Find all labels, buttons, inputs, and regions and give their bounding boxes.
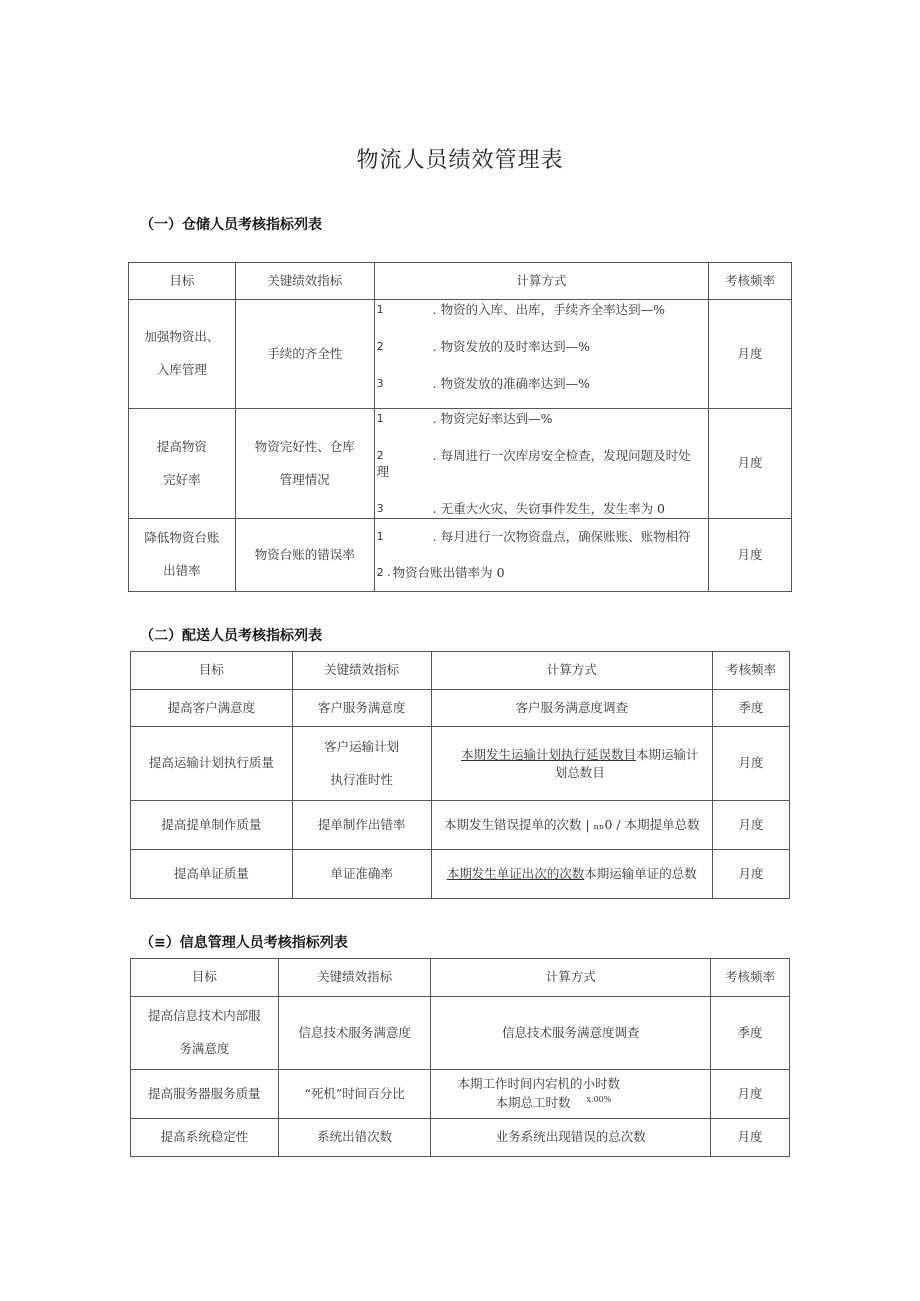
frequency-cell: 月度 [713, 727, 790, 801]
header-cell: 考核频率 [711, 959, 790, 997]
table-row [131, 801, 790, 850]
section-heading-warehouse: （一）仓储人员考核指标列表 [140, 217, 322, 233]
kpi-cell [292, 727, 431, 801]
goal-cell: 提高客户满意度 [131, 690, 293, 727]
denominator-text: 划总数目 [554, 764, 605, 780]
goal-text: 完好率 [163, 471, 201, 487]
item-number: 2 . [376, 566, 391, 579]
calc-item: . 无重大火灾、失窃事件发生，发生率为 0 [432, 501, 665, 516]
kpi-cell [235, 409, 374, 519]
calc-cell: 业务系统出现错误的总次数 [431, 1119, 711, 1157]
calc-cell [374, 300, 708, 409]
header-cell: 关键绩效指标 [235, 263, 374, 300]
calc-item: . 物资的入库、出库，手续齐全率达到—% [432, 302, 665, 317]
table-row [131, 1119, 790, 1157]
goal-cell: 提高系统稳定性 [131, 1119, 279, 1157]
item-number: 2 [376, 340, 384, 353]
goal-text: 加强物资出、 [144, 329, 220, 345]
kpi-text: 执行准时性 [330, 771, 393, 787]
kpi-cell: 提单制作出错率 [292, 801, 431, 850]
header-cell: 计算方式 [431, 652, 713, 690]
kpi-cell: 信息技术服务满意度 [278, 997, 431, 1070]
numerator-text: 本期发生单证出次的次数 [446, 865, 585, 881]
calc-cell [431, 850, 713, 899]
goal-text: 降低物资台账 [144, 530, 220, 546]
multiplier-text: x.00% [586, 1095, 612, 1105]
goal-cell [129, 519, 236, 592]
goal-cell [131, 997, 279, 1070]
header-cell: 目标 [131, 652, 293, 690]
kpi-cell: 单证准确率 [292, 850, 431, 899]
goal-text: 提高信息技术内部服 [148, 1008, 261, 1024]
table-row [131, 690, 790, 727]
section-heading-delivery: （二）配送人员考核指标列表 [140, 628, 322, 644]
numerator-text: 本期发生运输计划执行延误数目 [461, 746, 637, 762]
denominator-text: 本期总工时数 [495, 1095, 571, 1111]
kpi-cell: 手续的齐全性 [235, 300, 374, 409]
goal-cell [129, 300, 236, 409]
numerator-text: 本期工作时间内宕机的小时数 [457, 1076, 620, 1092]
calc-item-continued: 理 [376, 464, 390, 479]
goal-cell: 提高单证质量 [131, 850, 293, 899]
item-number: 3 [376, 502, 384, 515]
warehouse-kpi-table [128, 262, 792, 592]
goal-cell [129, 409, 236, 519]
goal-cell: 提高服务器服务质量 [131, 1070, 279, 1119]
goal-cell: 提高运输计划执行质量 [131, 727, 293, 801]
table-row [131, 1070, 790, 1119]
kpi-cell: 物资台账的错误率 [235, 519, 374, 592]
calc-cell: 本期发生错误提单的次数 | ₙₙ0 / 本期提单总数 [431, 801, 713, 850]
goal-cell: 提高提单制作质量 [131, 801, 293, 850]
info-mgmt-kpi-table [130, 958, 790, 1157]
frequency-cell: 季度 [713, 690, 790, 727]
calc-item: . 物资完好率达到—% [432, 411, 553, 426]
header-cell: 计算方式 [431, 959, 711, 997]
frequency-cell: 月度 [713, 850, 790, 899]
table-row [129, 300, 792, 409]
item-number: 2 [376, 449, 384, 462]
item-number: 1 [376, 412, 384, 425]
header-cell: 关键绩效指标 [278, 959, 431, 997]
item-number: 1 [376, 303, 384, 316]
calc-cell [431, 727, 713, 801]
table-header-row [131, 959, 790, 997]
denominator-text: 本期运输单证的总数 [584, 865, 697, 881]
calc-cell [374, 519, 708, 592]
goal-text: 提高物资 [156, 438, 207, 454]
kpi-cell: “死机”时间百分比 [278, 1070, 431, 1119]
frequency-cell: 月度 [709, 300, 792, 409]
header-cell: 关键绩效指标 [292, 652, 431, 690]
header-cell: 计算方式 [374, 263, 708, 300]
calc-item: . 每月进行一次物资盘点，确保账账、账物相符 [432, 529, 691, 544]
table-row [129, 409, 792, 519]
kpi-cell: 系统出错次数 [278, 1119, 431, 1157]
calc-cell: 信息技术服务满意度调查 [431, 997, 711, 1070]
header-cell: 目标 [131, 959, 279, 997]
frequency-cell: 月度 [713, 801, 790, 850]
calc-item: . 物资发放的及时率达到—% [432, 339, 590, 354]
goal-text: 入库管理 [156, 362, 207, 377]
frequency-cell: 季度 [711, 997, 790, 1070]
item-number: 3 [376, 377, 384, 390]
calc-item: . 物资发放的准确率达到—% [432, 376, 590, 391]
kpi-cell: 客户服务满意度 [292, 690, 431, 727]
delivery-kpi-table [130, 651, 790, 899]
calc-cell: 客户服务满意度调查 [431, 690, 713, 727]
page-title: 物流人员绩效管理表 [356, 148, 564, 173]
table-row [129, 519, 792, 592]
table-header-row [131, 652, 790, 690]
header-cell: 考核频率 [709, 263, 792, 300]
kpi-text: 物资完好性、仓库 [254, 438, 355, 454]
calc-item: . 每周进行一次库房安全检查，发现问题及时处 [432, 448, 691, 463]
frequency-cell: 月度 [709, 519, 792, 592]
table-header-row [129, 263, 792, 300]
calc-cell [374, 409, 708, 519]
goal-text: 务满意度 [179, 1041, 230, 1056]
header-cell: 考核频率 [713, 652, 790, 690]
calc-cell [431, 1070, 711, 1119]
frequency-cell: 月度 [711, 1070, 790, 1119]
header-cell: 目标 [129, 263, 236, 300]
denominator-text: 本期运输计 [636, 746, 699, 762]
kpi-text: 客户运输计划 [324, 738, 400, 754]
goal-text: 出错率 [163, 563, 201, 578]
section-heading-info-mgmt: （≡）信息管理人员考核指标列表 [140, 935, 348, 951]
calc-item: 物资台账出错率为 0 [392, 565, 505, 580]
table-row [131, 727, 790, 801]
frequency-cell: 月度 [711, 1119, 790, 1157]
item-number: 1 [376, 530, 384, 543]
table-row [131, 997, 790, 1070]
kpi-text: 管理情况 [279, 471, 330, 487]
frequency-cell: 月度 [709, 409, 792, 519]
table-row [131, 850, 790, 899]
